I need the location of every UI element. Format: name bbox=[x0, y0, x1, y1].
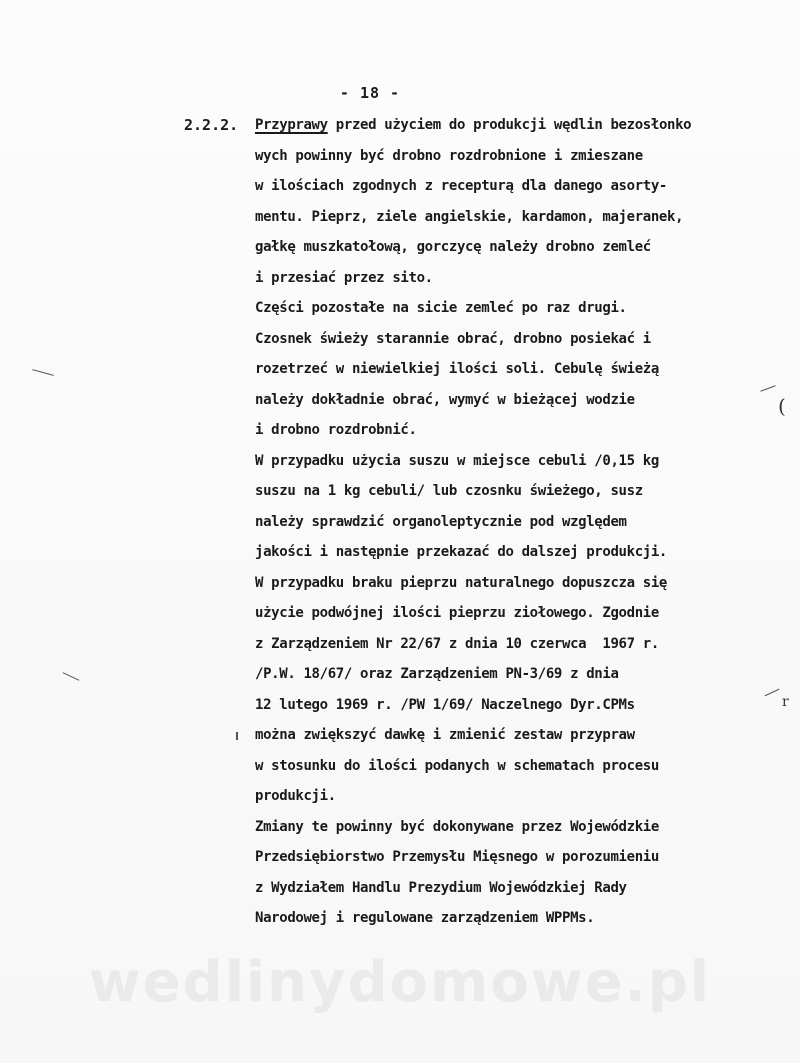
text-line: w stosunku do ilości podanych w schematach procesu bbox=[255, 757, 659, 774]
body-text bbox=[255, 116, 770, 940]
text-line: i przesiać przez sito. bbox=[255, 269, 433, 286]
text-line: z Wydziałem Handlu Prezydium Wojewódzkiej Rady bbox=[255, 879, 627, 896]
text-line: i drobno rozdrobnić. bbox=[255, 422, 417, 438]
text-line: W przypadku użycia suszu w miejsce cebuli /0,15 kg bbox=[255, 452, 659, 469]
section-number: 2.2.2. bbox=[184, 116, 239, 134]
text-line: należy dokładnie obrać, wymyć w bieżącej wodzie bbox=[255, 391, 635, 408]
text-line: rozetrzeć w niewielkiej ilości soli. Cebulę świeżą bbox=[255, 361, 659, 377]
text-line: mentu. Pieprz, ziele angielskie, kardamon, majeranek, bbox=[255, 208, 684, 225]
text-line: Zmiany te powinny być dokonywane przez Wojewódzkie bbox=[255, 818, 659, 835]
text-line: wych powinny być drobno rozdrobnione i zmieszane bbox=[255, 147, 643, 164]
text-line: jakości i następnie przekazać do dalszej produkcji. bbox=[255, 544, 668, 560]
scan-mark bbox=[32, 369, 54, 376]
scan-mark bbox=[63, 672, 80, 681]
watermark: wedlinydomowe.pl bbox=[88, 950, 712, 1015]
text-line: należy sprawdzić organoleptycznie pod względem bbox=[255, 513, 627, 530]
text-line-1 bbox=[255, 116, 770, 147]
text-line: Narodowej i regulowane zarządzeniem WPPMs. bbox=[255, 910, 595, 926]
text-line: suszu na 1 kg cebuli/ lub czosnku świeżego, susz bbox=[255, 483, 643, 499]
text-line-1-rest: przed użyciem do produkcji wędlin bezosłonko bbox=[327, 117, 692, 133]
scan-mark bbox=[236, 732, 238, 740]
text-line: 12 lutego 1969 r. /PW 1/69/ Naczelnego Dyr.CPMs bbox=[255, 696, 635, 713]
text-line: Części pozostałe na sicie zemleć po raz drugi. bbox=[255, 300, 627, 316]
text-line: produkcji. bbox=[255, 788, 336, 804]
heading-term: Przyprawy bbox=[255, 117, 328, 133]
text-line: Przedsiębiorstwo Przemysłu Mięsnego w porozumieniu bbox=[255, 849, 659, 865]
page-number: - 18 - bbox=[339, 84, 401, 102]
text-line: Czosnek świeży starannie obrać, drobno posiekać i bbox=[255, 330, 651, 347]
text-line: /P.W. 18/67/ oraz Zarządzeniem PN-3/69 z dnia bbox=[255, 666, 619, 682]
text-line: użycie podwójnej ilości pieprzu ziołowego. Zgodnie bbox=[255, 605, 659, 621]
punch-hole-mark: ( bbox=[778, 394, 786, 418]
punch-hole-mark: r bbox=[782, 694, 789, 710]
text-line: z Zarządzeniem Nr 22/67 z dnia 10 czerwca 1967 r. bbox=[255, 635, 659, 652]
text-line: gałkę muszkatołową, gorczycę należy drobno zemleć bbox=[255, 239, 651, 255]
text-line: W przypadku braku pieprzu naturalnego dopuszcza się bbox=[255, 574, 668, 591]
text-line: można zwiększyć dawkę i zmienić zestaw przypraw bbox=[255, 727, 635, 743]
text-line: w ilościach zgodnych z recepturą dla danego asorty- bbox=[255, 178, 668, 194]
